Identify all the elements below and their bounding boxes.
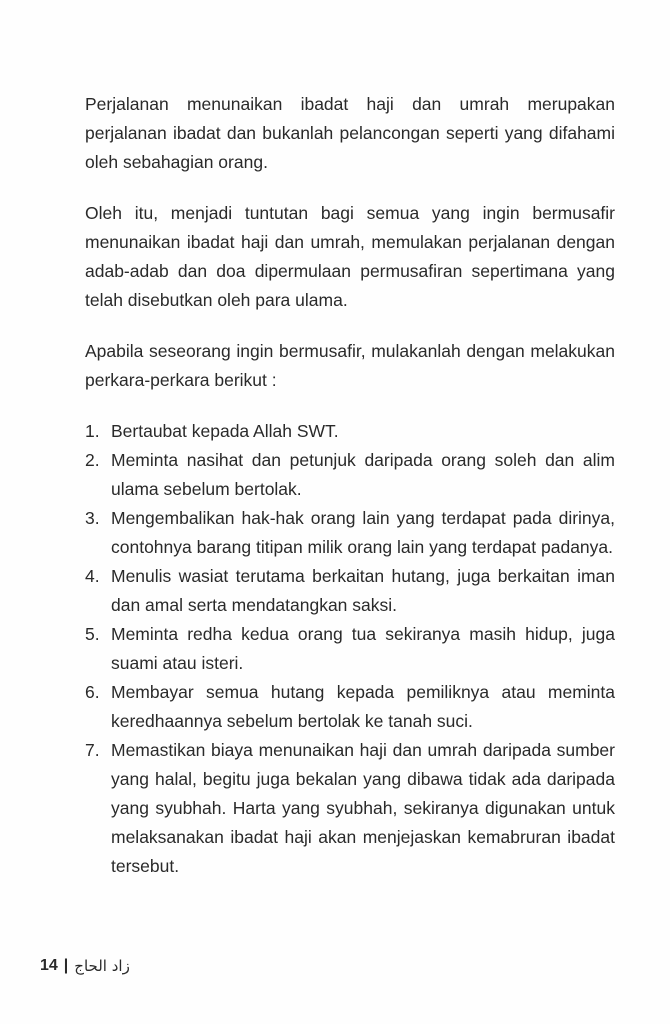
list-item-number: 5. — [85, 624, 100, 644]
book-title: زاد الحاج — [74, 957, 130, 975]
paragraph-list-intro: Apabila seseorang ingin bermusafir, mulakanlah dengan melakukan perkara-perkara berikut : — [85, 341, 615, 390]
list-item-number: 1. — [85, 421, 100, 441]
list-item-text: Memastikan biaya menunaikan haji dan umrah daripada sumber yang halal, begitu juga bekalan yang dibawa tidak ada daripada yang syubhah. Harta yang syubhah, sekiranya digunakan untuk melaksanakan ibadat haji akan menjejaskan kemabruran ibadat tersebut. — [111, 740, 615, 876]
list-item-text: Bertaubat kepada Allah SWT. — [111, 421, 339, 441]
list-item-number: 4. — [85, 566, 100, 586]
preparation-list — [85, 417, 615, 881]
list-item-text: Meminta redha kedua orang tua sekiranya masih hidup, juga suami atau isteri. — [111, 624, 615, 673]
list-item-text: Menulis wasiat terutama berkaitan hutang, juga berkaitan iman dan amal serta mendatangkan saksi. — [111, 566, 615, 615]
list-item-number: 2. — [85, 450, 100, 470]
footer-separator: | — [63, 957, 69, 974]
paragraph-intro: Perjalanan menunaikan ibadat haji dan umrah merupakan perjalanan ibadat dan bukanlah pelancongan seperti yang difahami oleh sebahagian orang. — [85, 94, 615, 172]
list-item — [85, 417, 615, 446]
page-footer — [40, 957, 130, 975]
list-item — [85, 620, 615, 678]
list-item-text: Meminta nasihat dan petunjuk daripada orang soleh dan alim ulama sebelum bertolak. — [111, 450, 615, 499]
list-item-text: Membayar semua hutang kepada pemiliknya atau meminta keredhaannya sebelum bertolak ke tanah suci. — [111, 682, 615, 731]
list-item — [85, 504, 615, 562]
paragraph-requirement: Oleh itu, menjadi tuntutan bagi semua yang ingin bermusafir menunaikan ibadat haji dan umrah, memulakan perjalanan dengan adab-adab dan doa dipermulaan permusafiran sepertimana yang telah disebutkan oleh para ulama. — [85, 203, 615, 310]
list-item-text: Mengembalikan hak-hak orang lain yang terdapat pada dirinya, contohnya barang titipan milik orang lain yang terdapat padanya. — [111, 508, 615, 557]
page-number: 14 — [40, 957, 58, 974]
list-item-number: 3. — [85, 508, 100, 528]
list-item-number: 6. — [85, 682, 100, 702]
list-item — [85, 446, 615, 504]
list-item — [85, 736, 615, 881]
list-item — [85, 562, 615, 620]
list-item — [85, 678, 615, 736]
list-item-number: 7. — [85, 740, 100, 760]
page-content — [85, 90, 615, 881]
